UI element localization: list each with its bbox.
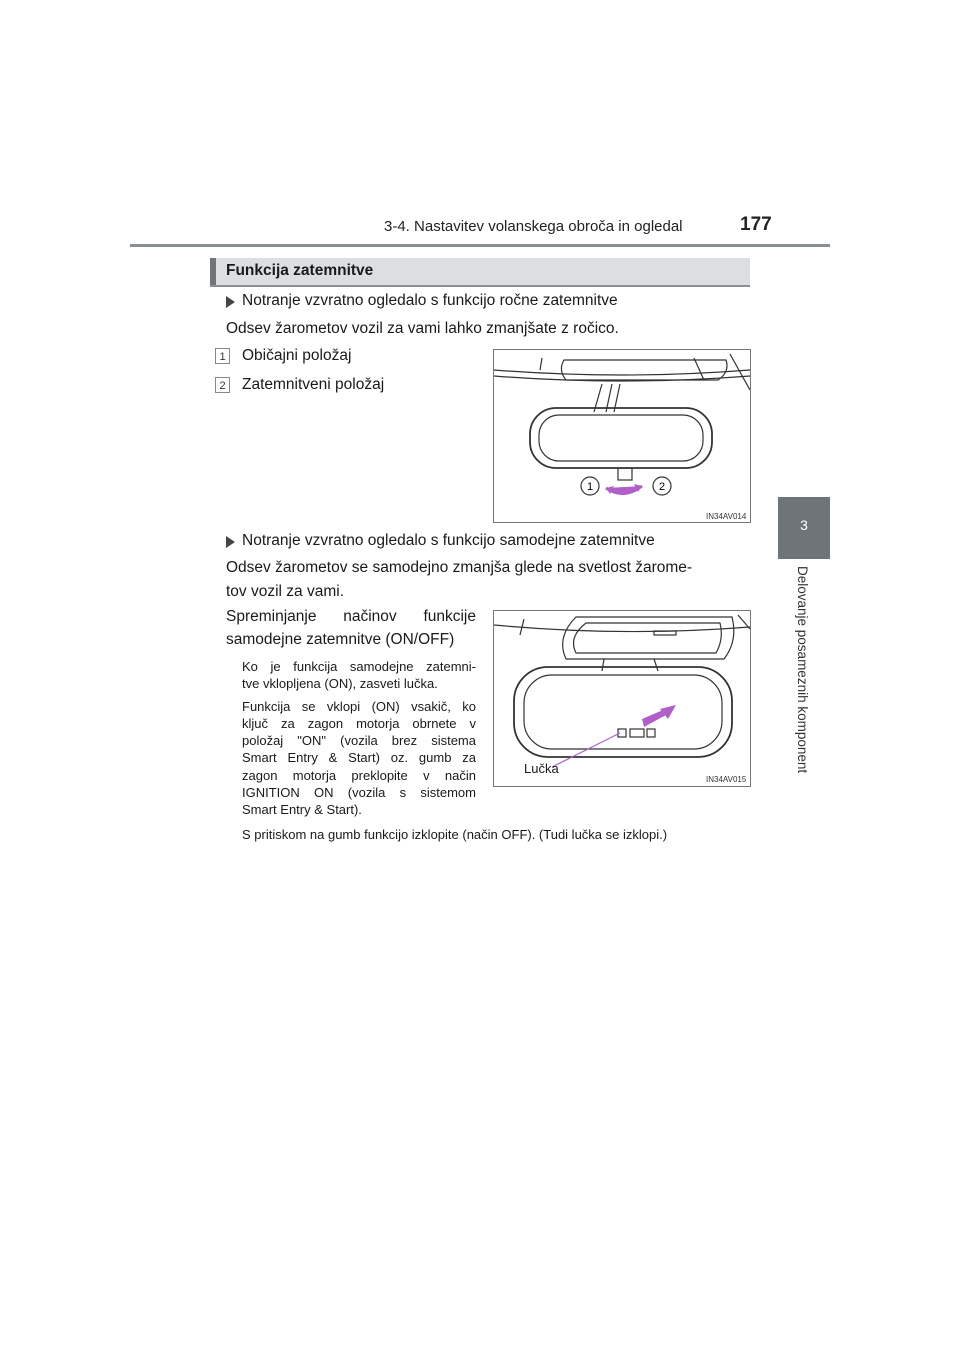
indicator-label: Lučka: [524, 761, 559, 776]
chapter-label: Delovanje posameznih komponent: [795, 566, 810, 774]
manual-mirror-figure: [493, 349, 751, 523]
manual-description: Odsev žarometov vozil za vami lahko zmanjšate z ročico.: [226, 320, 619, 337]
item-label-dim: Zatemnitveni položaj: [242, 376, 385, 393]
note-indicator: [242, 658, 476, 692]
note-line: ključ za zagon motorja obrnete v: [242, 716, 476, 732]
figure-label-2: 2: [658, 481, 666, 493]
note-line: Ko je funkcija samodejne zatemni-: [242, 659, 476, 674]
mirror-illustration: [494, 350, 750, 522]
figure-code: IN34AV015: [706, 775, 747, 784]
auto-heading: Notranje vzvratno ogledalo s funkcijo samodejne zatemnitve: [242, 532, 655, 549]
bullet-triangle-icon: [226, 296, 235, 308]
running-header: 3-4. Nastavitev volanskega obroča in ogledal: [384, 218, 683, 235]
mode-title-line1: Spreminjanje načinov funkcije: [226, 608, 476, 625]
figure-code: IN34AV014: [706, 512, 747, 521]
page-number: 177: [740, 214, 772, 235]
note-line: tve vklopljena (ON), zasveti lučka.: [242, 676, 438, 692]
item-number-1: 1: [215, 348, 230, 364]
auto-description-line1: Odsev žarometov se samodejno zmanjša glede na svetlost žarome-: [226, 559, 693, 576]
chapter-number: 3: [800, 517, 808, 533]
note-activation: [242, 698, 476, 818]
auto-description-line2: tov vozil za vami.: [226, 583, 345, 600]
bullet-triangle-icon: [226, 536, 235, 548]
note-line: Smart Entry & Start) oz. gumb za: [242, 750, 476, 766]
auto-mirror-illustration: [494, 611, 750, 786]
header-rule: [130, 244, 830, 247]
item-number-2: 2: [215, 377, 230, 393]
auto-mirror-figure: [493, 610, 751, 787]
note-line: položaj "ON" (vozila brez sistema: [242, 733, 476, 749]
item-label-normal: Običajni položaj: [242, 347, 352, 364]
section-underline: [210, 285, 750, 287]
note-line: Smart Entry & Start).: [242, 801, 362, 817]
note-line: zagon motorja preklopite v način: [242, 767, 476, 783]
figure-label-1: 1: [586, 481, 594, 493]
section-title: Funkcija zatemnitve: [226, 262, 374, 279]
note-off: S pritiskom na gumb funkcijo izklopite (način OFF). (Tudi lučka se izklopi.): [242, 827, 668, 842]
note-line: Funkcija se vklopi (ON) vsakič, ko: [242, 699, 476, 714]
note-line: IGNITION ON (vozila s sistemom: [242, 784, 476, 800]
mode-title-line2: samodejne zatemnitve (ON/OFF): [226, 631, 455, 648]
manual-heading: Notranje vzvratno ogledalo s funkcijo ročne zatemnitve: [242, 292, 618, 309]
